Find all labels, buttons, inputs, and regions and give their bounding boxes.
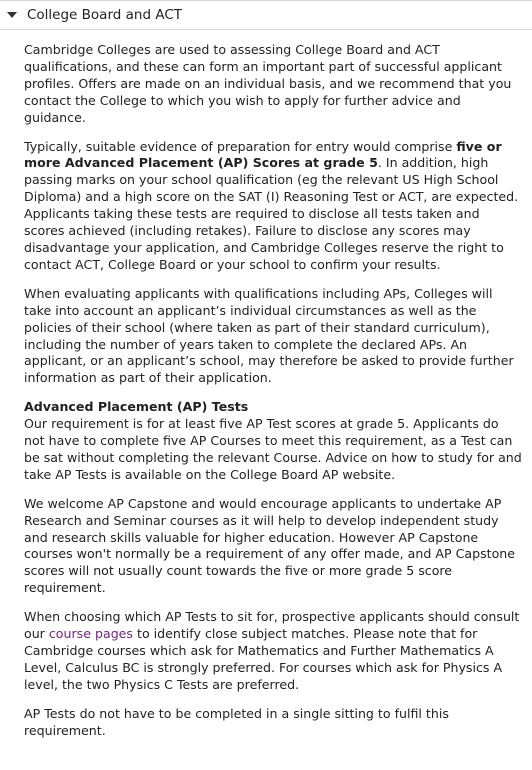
ap-tests-heading: Advanced Placement (AP) Tests	[24, 399, 249, 415]
course-pages-link[interactable]: course pages	[48, 626, 133, 642]
paragraph-intro: Cambridge Colleges are used to assessing College Board and ACT qualifications, and these can form an important part of successful applicant profiles. Offers are made on an individual basis, and we recommend that you contact the College to which you wish to apply for further advice and guidance.	[24, 42, 512, 125]
paragraph-single-sitting: AP Tests do not have to be completed in a single sitting to fulfil this requirement.	[24, 705, 449, 738]
paragraph-requirements	[24, 139, 522, 274]
paragraph-ap-capstone: We welcome AP Capstone and would encourage applicants to undertake AP Research and Seminar courses as it will help to develop independent study and research skills valuable for higher education. However AP Capstone courses won't normally be a requirement of any offer made, and AP Capstone scores will not usually count towards the five or more grade 5 score requirement.	[24, 495, 516, 596]
paragraph-ap-requirement: Our requirement is for at least five AP Test scores at grade 5. Applicants do not have to complete five AP Courses to meet this requirement, as a Test can be sat without completing the relevant Course. Advice on how to study for and take AP Tests is available on the College Board AP website.	[24, 416, 522, 482]
paragraph-choosing-tests	[24, 609, 522, 694]
requirements-text-start: Typically, suitable evidence of preparation for entry would comprise	[24, 138, 457, 154]
choosing-text-end: to identify close subject matches. Please note that for Cambridge courses which ask for Mathematics and Further Mathematics A Level, Calculus BC is strongly preferred. For courses which ask for Physics A level, the two Physics C Tests are preferred.	[24, 626, 503, 692]
accordion-header[interactable]	[0, 0, 532, 30]
caret-down-icon	[7, 12, 17, 18]
choosing-text-start: When choosing which AP Tests to sit for, prospective applicants should consult our	[24, 609, 520, 642]
requirements-text-end: . In addition, high passing marks on your school qualification (eg the relevant US High School Diploma) and a high score on the SAT (I) Reasoning Test or ACT, are expected. Applicants taking these tests are required to disclose all tests taken and scores achieved (including retakes). Failure to disclose any scores may disadvantage your application, and Cambridge Colleges reserve the right to contact ACT, College Board or your school to confirm your results.	[24, 155, 519, 272]
accordion-title: College Board and ACT	[27, 7, 182, 23]
paragraph-evaluation: When evaluating applicants with qualifications including APs, Colleges will take into account an applicant’s individual circumstances as well as the policies of their school (where taken as part of their standard curriculum), including the number of years taken to complete the declared APs. An applicant, or an applicant’s school, may therefore be asked to provide further information as part of their application.	[24, 285, 514, 386]
requirements-highlight: five or more Advanced Placement (AP) Scores at grade 5	[24, 138, 502, 171]
accordion-body	[0, 30, 532, 740]
